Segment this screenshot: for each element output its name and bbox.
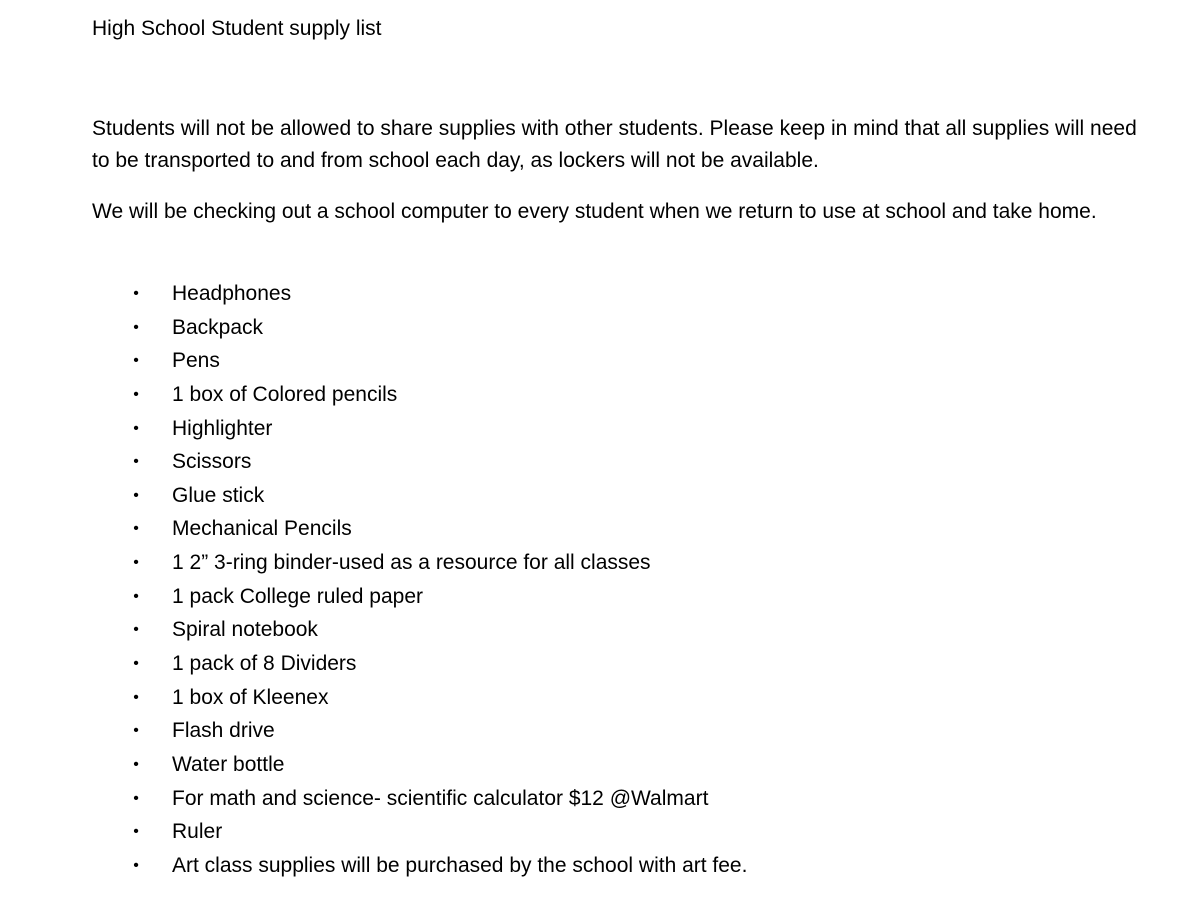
bullet-icon: • bbox=[133, 722, 139, 740]
list-item bbox=[0, 580, 1200, 614]
list-item-text: Water bottle bbox=[172, 752, 285, 776]
bullet-icon: • bbox=[133, 419, 139, 437]
list-item bbox=[0, 445, 1200, 479]
list-item bbox=[0, 344, 1200, 378]
bullet-icon: • bbox=[133, 385, 139, 403]
list-item bbox=[0, 311, 1200, 345]
bullet-icon: • bbox=[133, 318, 139, 336]
list-item bbox=[0, 412, 1200, 446]
list-item-text: For math and science- scientific calculator $12 @Walmart bbox=[172, 786, 709, 810]
list-item-text: Flash drive bbox=[172, 719, 275, 743]
list-item-text: 1 box of Colored pencils bbox=[172, 382, 398, 406]
list-item-text: 1 pack College ruled paper bbox=[172, 584, 423, 608]
list-item-text: Pens bbox=[172, 349, 220, 373]
bullet-icon: • bbox=[133, 856, 139, 874]
bullet-icon: • bbox=[133, 621, 139, 639]
list-item bbox=[0, 479, 1200, 513]
list-item-text: Mechanical Pencils bbox=[172, 517, 352, 541]
bullet-icon: • bbox=[133, 285, 139, 302]
bullet-icon: • bbox=[133, 789, 139, 807]
bullet-icon: • bbox=[133, 554, 139, 572]
list-item-text: Ruler bbox=[172, 820, 223, 844]
list-item bbox=[0, 277, 1200, 311]
bullet-icon: • bbox=[133, 655, 139, 673]
bullet-icon: • bbox=[133, 520, 139, 538]
bullet-icon: • bbox=[133, 823, 139, 841]
bullet-icon: • bbox=[133, 688, 139, 706]
list-item bbox=[0, 613, 1200, 647]
list-item-text: Glue stick bbox=[172, 483, 265, 507]
supply-list bbox=[0, 277, 1200, 883]
list-item bbox=[0, 647, 1200, 681]
list-item-text: 1 2” 3-ring binder-used as a resource for all classes bbox=[172, 551, 651, 575]
list-item bbox=[0, 748, 1200, 782]
list-item bbox=[0, 849, 1200, 883]
bullet-icon: • bbox=[133, 755, 139, 773]
bullet-icon: • bbox=[133, 587, 139, 605]
list-item bbox=[0, 815, 1200, 849]
bullet-icon: • bbox=[133, 486, 139, 504]
list-item bbox=[0, 546, 1200, 580]
document-title: High School Student supply list bbox=[92, 17, 382, 40]
list-item bbox=[0, 782, 1200, 816]
list-item-text: Art class supplies will be purchased by the school with art fee. bbox=[172, 853, 748, 877]
list-item-text: Headphones bbox=[172, 282, 292, 305]
list-item-text: Highlighter bbox=[172, 416, 273, 440]
list-item bbox=[0, 378, 1200, 412]
list-item bbox=[0, 681, 1200, 715]
paragraph-computer-checkout: We will be checking out a school computer to every student when we return to use at school and take home. bbox=[92, 200, 1097, 223]
paragraph-sharing-policy: Students will not be allowed to share supplies with other students. Please keep in mind that all supplies will need to be transported to and from school each day, as lockers will not be available. bbox=[92, 117, 1137, 172]
list-item-text: 1 box of Kleenex bbox=[172, 685, 329, 709]
list-item bbox=[0, 714, 1200, 748]
list-item-text: Backpack bbox=[172, 315, 264, 339]
list-item-text: Scissors bbox=[172, 450, 252, 474]
bullet-icon: • bbox=[133, 352, 139, 370]
bullet-icon: • bbox=[133, 453, 139, 471]
list-item bbox=[0, 512, 1200, 546]
list-item-text: Spiral notebook bbox=[172, 618, 318, 642]
list-item-text: 1 pack of 8 Dividers bbox=[172, 652, 357, 676]
